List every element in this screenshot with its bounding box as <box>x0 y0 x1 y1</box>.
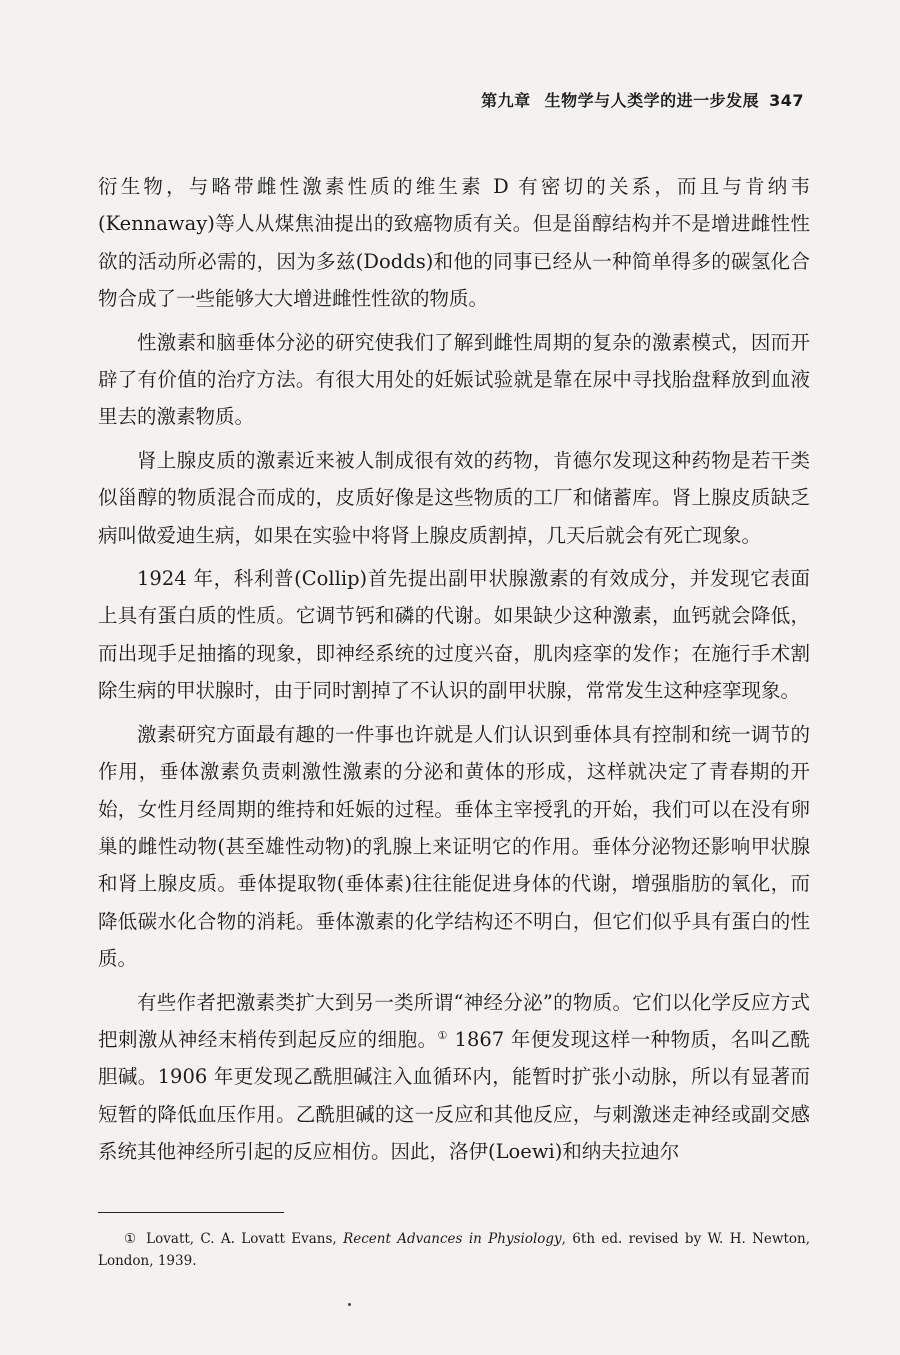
body-text <box>98 168 810 1177</box>
chapter-label: 第九章 <box>481 91 531 110</box>
paragraph-6-text-b: 1867 年便发现这样一种物质，名叫乙酰胆碱。1906 年更发现乙酰胆碱注入血循环内，能暂时扩张小动脉，所以有显著而短暂的降低血压作用。乙酰胆碱的这一反应和其他反应，与刺激迷走神经或副交感系统其他神经所引起的反应相仿。因此，洛伊(Loewi)和纳夫拉迪尔 <box>98 1027 810 1164</box>
footnote <box>98 1228 810 1272</box>
paragraph-2: 性激素和脑垂体分泌的研究使我们了解到雌性周期的复杂的激素模式，因而开辟了有价值的治疗方法。有很大用处的妊娠试验就是靠在尿中寻找胎盘释放到血液里去的激素物质。 <box>98 330 810 429</box>
print-speck <box>348 1303 351 1306</box>
footnote-reference: ① <box>437 1028 448 1042</box>
footnote-text-a: Lovatt, C. A. Lovatt Evans, <box>146 1231 344 1247</box>
footnote-mark: ① <box>124 1231 139 1247</box>
footnote-divider <box>98 1212 284 1213</box>
paragraph-1: 衍生物，与略带雌性激素性质的维生素 D 有密切的关系，而且与肯纳韦(Kennaway)等人从煤焦油提出的致癌物质有关。但是甾醇结构并不是增进雌性性欲的活动所必需的，因为多兹(Dodds)和他的同事已经从一种简单得多的碳氢化合物合成了一些能够大大增进雌性性欲的物质。 <box>98 175 810 311</box>
chapter-title: 生物学与人类学的进一步发展 <box>544 91 760 110</box>
running-header <box>481 88 804 111</box>
paragraph-3: 肾上腺皮质的激素近来被人制成很有效的药物，肯德尔发现这种药物是若干类似甾醇的物质混合而成的，皮质好像是这些物质的工厂和储蓄库。肾上腺皮质缺乏病叫做爱迪生病，如果在实验中将肾上腺皮质割掉，几天后就会有死亡现象。 <box>98 448 810 547</box>
page-number: 347 <box>769 91 804 110</box>
footnote-book-title: Recent Advances in Physiology <box>343 1231 562 1247</box>
paragraph-5: 激素研究方面最有趣的一件事也许就是人们认识到垂体具有控制和统一调节的作用，垂体激素负责刺激性激素的分泌和黄体的形成，这样就决定了青春期的开始，女性月经周期的维持和妊娠的过程。垂体主宰授乳的开始，我们可以在没有卵巢的雌性动物(甚至雄性动物)的乳腺上来证明它的作用。垂体分泌物还影响甲状腺和肾上腺皮质。垂体提取物(垂体素)往往能促进身体的代谢，增强脂肪的氧化，而降低碳水化合物的消耗。垂体激素的化学结构还不明白，但它们似乎具有蛋白的性质。 <box>98 722 810 971</box>
paragraph-6-text-a: 有些作者把激素类扩大到另一类所谓“神经分泌”的物质。它们以化学反应方式把刺激从神经末梢传到起反应的细胞。 <box>98 990 810 1051</box>
footnote-text-b: , 6th ed. revised by W. H. Newton, London, 1939. <box>98 1231 810 1269</box>
paragraph-4: 1924 年，科利普(Collip)首先提出副甲状腺激素的有效成分，并发现它表面上具有蛋白质的性质。它调节钙和磷的代谢。如果缺少这种激素，血钙就会降低，而出现手足抽搐的现象，即神经系统的过度兴奋，肌肉痉挛的发作；在施行手术割除生病的甲状腺时，由于同时割掉了不认识的副甲状腺，常常发生这种痉挛现象。 <box>98 567 810 703</box>
paragraph-6 <box>98 984 810 1171</box>
